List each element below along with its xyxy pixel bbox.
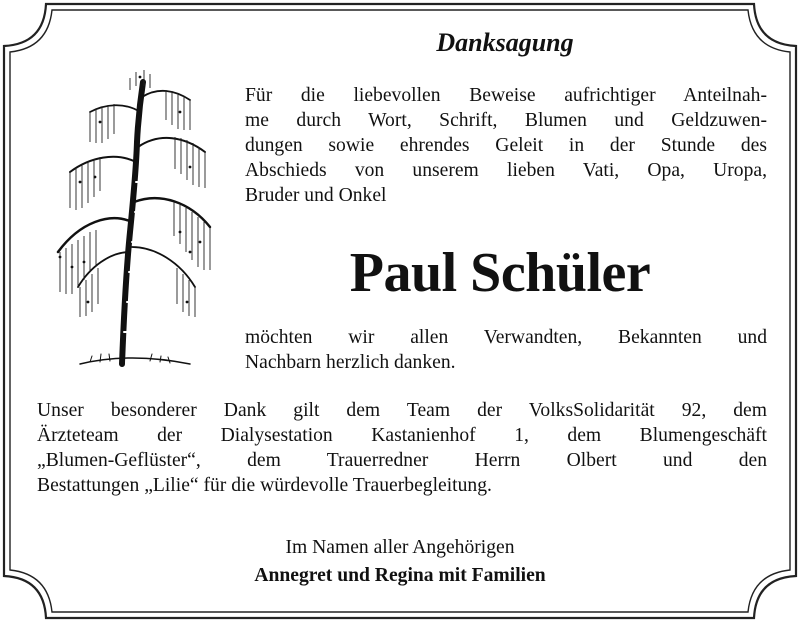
special-thanks-paragraph bbox=[37, 398, 767, 498]
thanks-line: Nachbarn herzlich danken. bbox=[245, 352, 456, 373]
special-thanks-line: Unser besonderer Dank gilt dem Team der VolksSolidarität 92, dem bbox=[37, 400, 767, 421]
closing-line: Im Namen aller Angehörigen bbox=[285, 537, 515, 558]
intro-line: Bruder und Onkel bbox=[245, 185, 387, 206]
thanks-line: möchten wir allen Verwandten, Bekannten und bbox=[245, 327, 767, 348]
deceased-name: Paul Schüler bbox=[349, 242, 651, 304]
birch-tree-illustration bbox=[40, 52, 225, 368]
page-title: Danksagung bbox=[436, 28, 574, 57]
special-thanks-line: Ärzteteam der Dialysestation Kastanienhof 1, dem Blumengeschäft bbox=[37, 425, 767, 446]
intro-line: Für die liebevollen Beweise aufrichtiger Anteilnah- bbox=[245, 85, 767, 106]
thanks-paragraph bbox=[245, 325, 767, 375]
special-thanks-line: Bestattungen „Lilie“ für die würdevolle Trauerbegleitung. bbox=[37, 475, 492, 496]
intro-paragraph bbox=[245, 83, 767, 208]
signatories: Annegret und Regina mit Familien bbox=[254, 565, 546, 586]
special-thanks-line: „Blumen-Geflüster“, dem Trauerredner Herrn Olbert und den bbox=[37, 450, 767, 471]
intro-line: Abschieds von unserem lieben Vati, Opa, Uropa, bbox=[245, 160, 767, 181]
intro-line: me durch Wort, Schrift, Blumen und Geldzuwen- bbox=[245, 110, 767, 131]
intro-line: dungen sowie ehrendes Geleit in der Stunde des bbox=[245, 135, 767, 156]
